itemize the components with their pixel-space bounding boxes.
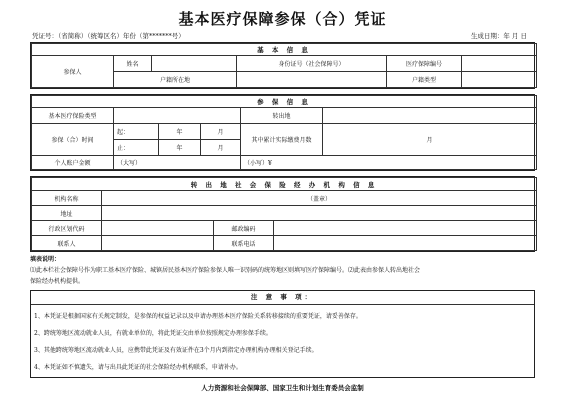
med-no-label: 医疗保障编号 [387, 56, 462, 72]
fill-note-title: 填表说明： [30, 256, 61, 263]
postcode-value[interactable] [274, 221, 537, 236]
amount-upper-label: （大写） [114, 156, 241, 170]
generation-date: 生成日期：年 月 日 [470, 32, 527, 40]
note-item-1: 1、本凭证是根据国家有关规定制发，是参保的权益记录以及申请办理基本医疗保险关系转移接续的重要凭证，请妥善保存。 [34, 313, 362, 320]
end-month-unit: 月 [201, 140, 241, 156]
end-label: 止： [114, 140, 159, 156]
postcode-label: 邮政编码 [214, 221, 274, 236]
name-label: 姓名 [114, 56, 152, 72]
document-title: 基本医疗保障参保（合）凭证 [178, 10, 387, 28]
basic-info-section [30, 42, 535, 89]
issuer-footer: 人力资源和社会保障部、国家卫生和计划生育委员会监制 [201, 384, 364, 392]
basic-info-title: 基 本 信 息 [32, 44, 537, 56]
insurance-type-value[interactable] [114, 108, 241, 124]
period-label: 参保（合）时间 [32, 124, 114, 156]
months-paid-label: 其中累计实际缴费月数 [241, 124, 323, 156]
region-code-value[interactable] [102, 221, 214, 236]
insurance-info-section [30, 94, 535, 171]
amount-lower-label: （小写）¥ [241, 156, 537, 170]
agency-info-section [30, 176, 535, 252]
phone-value[interactable] [274, 236, 537, 251]
med-no-value[interactable] [462, 56, 537, 72]
start-month-unit: 月 [201, 124, 241, 140]
region-code-label: 行政区划代码 [32, 221, 102, 236]
fill-note-line-1: ⑴此本栏社会保障号作为职工基本医疗保险、城镇居民基本医疗保险参保人唯一识别码的统筹地区则填写医疗保障编号。⑵此表由参保人转出地社会 [30, 267, 421, 274]
start-year-unit: 年 [159, 124, 201, 140]
seal-label: （盖章） [102, 191, 537, 206]
fill-instructions [30, 254, 535, 286]
insured-label: 参保人 [32, 56, 114, 88]
transfer-out-label: 转出地 [241, 108, 323, 124]
phone-label: 联系电话 [214, 236, 274, 251]
hukou-type-value[interactable] [462, 72, 537, 88]
contact-value[interactable] [102, 236, 214, 251]
id-number-label: 身份证号（社会保障号） [237, 56, 387, 72]
transfer-out-value[interactable] [323, 108, 537, 124]
address-value[interactable] [102, 206, 537, 221]
hukou-label: 户籍所在地 [114, 72, 237, 88]
months-paid-unit: 月 [323, 124, 537, 156]
hukou-value[interactable] [237, 72, 387, 88]
hukou-type-label: 户籍类型 [387, 72, 462, 88]
name-value[interactable] [152, 56, 237, 72]
insurance-type-label: 基本医疗保险类型 [32, 108, 114, 124]
account-label: 个人账户金额 [32, 156, 114, 170]
insurance-info-title: 参 保 信 息 [32, 96, 537, 108]
notes-section [30, 290, 535, 378]
org-name-label: 机构名称 [32, 191, 102, 206]
note-item-3: 3、其他跨统筹地区流动就业人员，应携带此凭证及有效证件在3个月内到指定办理机构办理相关登记手续。 [34, 347, 318, 354]
note-item-2: 2、跨统筹地区流动就业人员，有就业单位的，将此凭证交由单位按照规定办理参保手续。 [34, 330, 272, 337]
fill-note-line-2: 保险经办机构提供。 [30, 278, 85, 285]
address-label: 地址 [32, 206, 102, 221]
agency-info-title: 转 出 地 社 会 保 险 经 办 机 构 信 息 [32, 178, 537, 191]
certificate-number: 凭证号：（省简称）（统筹区名）年份（第*******号） [32, 32, 185, 40]
contact-label: 联系人 [32, 236, 102, 251]
start-label: 起： [114, 124, 159, 140]
notes-title: 注 意 事 项： [31, 291, 534, 305]
end-year-unit: 年 [159, 140, 201, 156]
note-item-4: 4、本凭证如不慎遗失，请与出具此凭证的社会保险经办机构联系，申请补办。 [34, 364, 242, 371]
